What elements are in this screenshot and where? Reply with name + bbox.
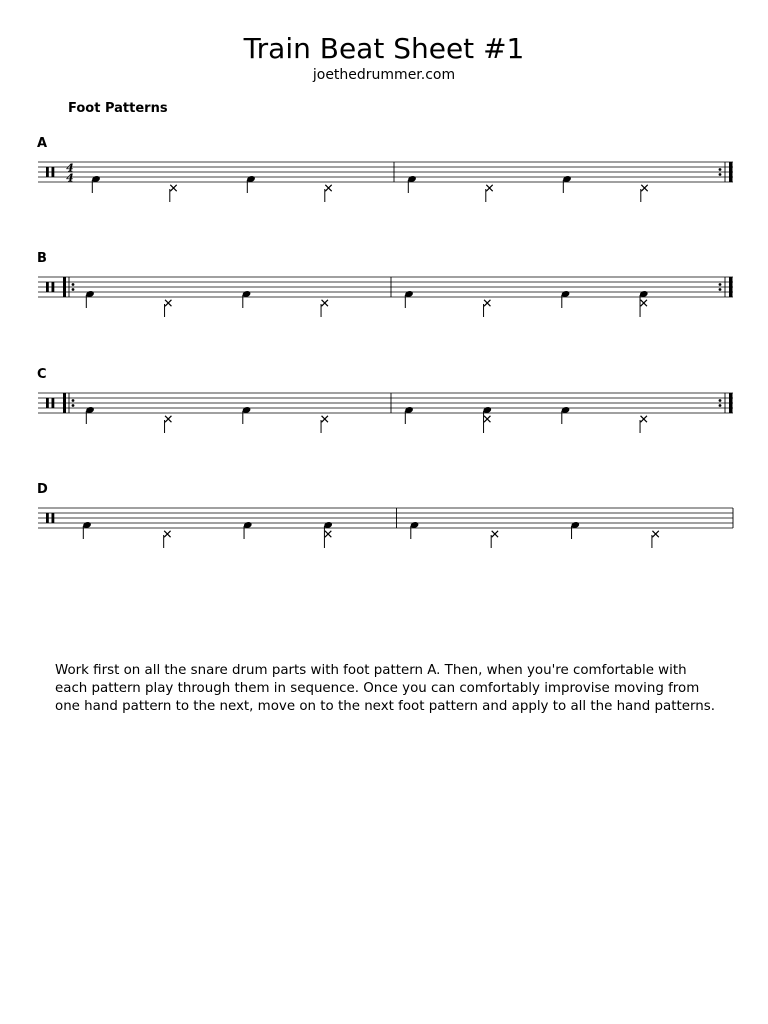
repeat-dot [72,399,75,402]
percussion-clef-icon [46,398,49,408]
percussion-clef-icon [46,167,49,177]
beat-notes [91,175,101,193]
repeat-dot [719,404,722,407]
repeat-dot [72,404,75,407]
percussion-clef-icon [46,282,49,292]
beat-notes [482,406,492,433]
repeat-dot [72,283,75,286]
pattern-label: A [37,136,48,151]
hihat-pedal-note [484,416,490,422]
beat-notes [570,521,580,539]
hihat-pedal-note [492,531,498,537]
instruction-line: one hand pattern to the next, move on to the next foot pattern and apply to all the hand patterns. [55,699,715,714]
beat-notes [484,300,491,317]
beat-notes [561,406,571,424]
hihat-pedal-note [165,300,171,306]
website-link[interactable]: joethedrummer.com [312,67,456,83]
beat-notes [170,185,177,202]
beat-notes [323,521,333,548]
pattern-d-system [0,482,768,577]
beat-notes [321,416,328,433]
beat-notes [561,290,571,308]
hihat-pedal-note [164,531,170,537]
beat-notes [85,290,95,308]
pattern-b-staff [0,251,768,346]
hihat-pedal-note [165,416,171,422]
beat-notes [325,185,332,202]
hihat-pedal-note [322,416,328,422]
beat-notes [165,416,172,433]
pattern-label: C [37,367,47,382]
hihat-pedal-note [641,416,647,422]
beat-notes [246,175,256,193]
beat-notes [486,185,493,202]
beat-notes [242,406,252,424]
hihat-pedal-note [484,300,490,306]
beat-notes [164,531,171,548]
time-signature-top: 4 [66,161,74,175]
end-repeat-thick-bar [729,277,733,297]
beat-notes [85,406,95,424]
beat-notes [640,416,647,433]
beat-notes [410,521,420,539]
beat-notes [491,531,498,548]
repeat-dot [719,173,722,176]
end-repeat-thick-bar [729,393,733,413]
repeat-dot [719,399,722,402]
hihat-pedal-note [170,185,176,191]
hihat-pedal-note [322,300,328,306]
hihat-pedal-note [325,185,331,191]
hihat-pedal-note [325,531,331,537]
pattern-c-staff [0,367,768,462]
beat-notes [165,300,172,317]
percussion-clef-icon [52,167,55,177]
beat-notes [639,290,649,317]
repeat-dot [719,288,722,291]
pattern-label: B [37,251,47,266]
beat-notes [404,290,414,308]
hihat-pedal-note [652,531,658,537]
beat-notes [82,521,92,539]
beat-notes [404,406,414,424]
instruction-line: Work first on all the snare drum parts with foot pattern A. Then, when you're comfortable with [55,663,687,678]
pattern-a-staff [0,136,768,231]
practice-instructions [55,662,745,716]
repeat-dot [719,283,722,286]
beat-notes [641,185,648,202]
pattern-a-system [0,136,768,231]
sheet-title: Train Beat Sheet #1 [243,32,525,65]
pattern-label: D [37,482,48,497]
percussion-clef-icon [46,513,49,523]
beat-notes [242,290,252,308]
percussion-clef-icon [52,398,55,408]
hihat-pedal-note [641,185,647,191]
percussion-clef-icon [52,513,55,523]
end-repeat-thick-bar [729,162,733,182]
hihat-pedal-note [641,300,647,306]
pattern-d-staff [0,482,768,577]
repeat-dot [719,168,722,171]
pattern-c-system [0,367,768,462]
start-repeat-thick-bar [63,277,66,297]
section-title: Foot Patterns [68,101,168,116]
percussion-clef-icon [52,282,55,292]
beat-notes [407,175,417,193]
beat-notes [243,521,253,539]
repeat-dot [72,288,75,291]
start-repeat-thick-bar [63,393,66,413]
beat-notes [321,300,328,317]
beat-notes [562,175,572,193]
pattern-b-system [0,251,768,346]
beat-notes [652,531,659,548]
hihat-pedal-note [486,185,492,191]
time-signature-bottom: 4 [66,171,74,185]
instruction-line: each pattern play through them in sequence. Once you can comfortably improvise moving from [55,681,700,696]
